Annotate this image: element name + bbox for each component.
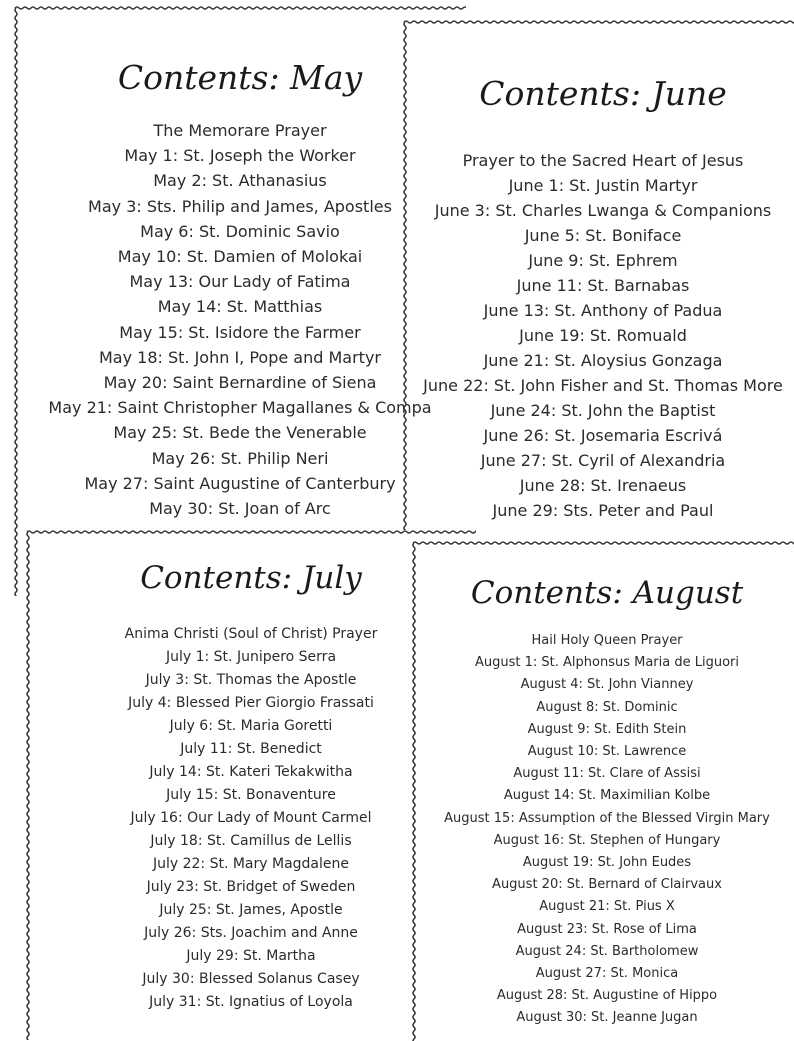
contents-entry: July 6: St. Maria Goretti bbox=[169, 718, 333, 734]
contents-entry: July 22: St. Mary Magdalene bbox=[152, 856, 350, 872]
contents-entry: May 3: Sts. Philip and James, Apostles bbox=[88, 196, 392, 216]
contents-entry: July 23: St. Bridget of Sweden bbox=[146, 879, 356, 895]
page-title: Contents: June bbox=[479, 74, 727, 113]
contents-entry: June 11: St. Barnabas bbox=[516, 276, 690, 295]
july-contents-page bbox=[26, 530, 476, 1040]
contents-entry: July 31: St. Ignatius of Loyola bbox=[149, 994, 353, 1010]
border-top bbox=[15, 7, 466, 9]
contents-entry: Hail Holy Queen Prayer bbox=[531, 633, 683, 648]
contents-list bbox=[412, 630, 794, 1030]
contents-entry: May 10: St. Damien of Molokai bbox=[117, 247, 363, 267]
august-contents-page bbox=[412, 541, 794, 1041]
contents-entry: June 1: St. Justin Martyr bbox=[508, 176, 698, 195]
contents-list bbox=[26, 623, 476, 1014]
contents-entry: August 8: St. Dominic bbox=[536, 699, 678, 715]
border-top bbox=[413, 542, 794, 544]
contents-entry: May 20: Saint Bernardine of Siena bbox=[103, 373, 377, 393]
border-top bbox=[27, 531, 476, 533]
contents-entry: June 29: Sts. Peter and Paul bbox=[492, 501, 714, 520]
contents-list bbox=[403, 148, 794, 523]
contents-entry: May 15: St. Isidore the Farmer bbox=[119, 322, 361, 342]
contents-entry: May 2: St. Athanasius bbox=[153, 171, 327, 191]
contents-entry: June 21: St. Aloysius Gonzaga bbox=[483, 351, 723, 370]
contents-entry: August 14: St. Maximilian Kolbe bbox=[503, 788, 711, 804]
contents-entry: May 21: Saint Christopher Magallanes & Compa bbox=[48, 398, 432, 418]
page-title: Contents: July bbox=[140, 560, 362, 596]
contents-entry: August 21: St. Pius X bbox=[539, 899, 675, 915]
contents-entry: August 1: St. Alphonsus Maria de Liguori bbox=[474, 655, 739, 671]
contents-entry: August 28: St. Augustine of Hippo bbox=[496, 988, 718, 1004]
contents-entry: May 6: St. Dominic Savio bbox=[140, 221, 340, 241]
contents-entry: June 24: St. John the Baptist bbox=[490, 401, 716, 420]
page-title: Contents: May bbox=[117, 58, 363, 97]
contents-entry: August 10: St. Lawrence bbox=[527, 744, 687, 760]
contents-entry: May 1: St. Joseph the Worker bbox=[124, 146, 356, 166]
contents-entry: June 5: St. Boniface bbox=[524, 226, 682, 245]
contents-entry: August 20: St. Bernard of Clairvaux bbox=[492, 877, 722, 893]
contents-entry: June 13: St. Anthony of Padua bbox=[483, 301, 723, 320]
contents-entry: August 19: St. John Eudes bbox=[522, 855, 692, 871]
contents-entry: Prayer to the Sacred Heart of Jesus bbox=[462, 151, 744, 170]
contents-entry: June 26: St. Josemaria Escrivá bbox=[483, 426, 723, 445]
contents-entry: June 9: St. Ephrem bbox=[528, 251, 678, 270]
contents-entry: June 27: St. Cyril of Alexandria bbox=[480, 451, 726, 470]
contents-entry: July 18: St. Camillus de Lellis bbox=[150, 833, 352, 849]
contents-entry: August 15: Assumption of the Blessed Virgin Mary bbox=[444, 810, 770, 826]
contents-entry: August 30: St. Jeanne Jugan bbox=[516, 1010, 698, 1026]
june-contents-page bbox=[403, 20, 794, 540]
contents-entry: July 3: St. Thomas the Apostle bbox=[145, 672, 357, 688]
contents-entry: May 26: St. Philip Neri bbox=[151, 448, 329, 468]
contents-entry: August 9: St. Edith Stein bbox=[527, 721, 687, 737]
border-top bbox=[404, 21, 794, 23]
contents-entry: June 3: St. Charles Lwanga & Companions bbox=[434, 201, 772, 220]
contents-entry: June 28: St. Irenaeus bbox=[519, 476, 687, 495]
contents-entry: May 30: St. Joan of Arc bbox=[149, 499, 331, 519]
contents-entry: May 27: Saint Augustine of Canterbury bbox=[84, 473, 396, 493]
contents-entry: August 27: St. Monica bbox=[535, 966, 679, 982]
contents-entry: The Memorare Prayer bbox=[153, 121, 327, 140]
contents-entry: July 26: Sts. Joachim and Anne bbox=[144, 925, 358, 941]
contents-entry: July 11: St. Benedict bbox=[180, 741, 322, 757]
contents-entry: August 16: St. Stephen of Hungary bbox=[493, 832, 721, 848]
contents-list bbox=[14, 118, 466, 521]
contents-entry: July 29: St. Martha bbox=[186, 948, 316, 964]
contents-entry: Anima Christi (Soul of Christ) Prayer bbox=[124, 626, 378, 642]
may-contents-page bbox=[14, 6, 466, 596]
contents-entry: July 15: St. Bonaventure bbox=[166, 787, 336, 803]
contents-entry: July 14: St. Kateri Tekakwitha bbox=[149, 764, 353, 780]
contents-entry: July 30: Blessed Solanus Casey bbox=[142, 971, 360, 987]
contents-entry: August 23: St. Rose of Lima bbox=[517, 921, 697, 937]
contents-entry: July 1: St. Junipero Serra bbox=[165, 649, 337, 665]
contents-entry: July 16: Our Lady of Mount Carmel bbox=[130, 810, 372, 826]
contents-entry: August 11: St. Clare of Assisi bbox=[513, 766, 701, 782]
contents-entry: July 4: Blessed Pier Giorgio Frassati bbox=[128, 695, 374, 711]
contents-entry: June 19: St. Romuald bbox=[519, 326, 687, 345]
contents-entry: May 18: St. John I, Pope and Martyr bbox=[98, 347, 381, 367]
contents-entry: May 25: St. Bede the Venerable bbox=[113, 423, 367, 443]
contents-entry: August 4: St. John Vianney bbox=[520, 677, 694, 693]
contents-entry: May 13: Our Lady of Fatima bbox=[129, 272, 351, 292]
contents-entry: July 25: St. James, Apostle bbox=[159, 902, 343, 918]
contents-entry: June 22: St. John Fisher and St. Thomas More bbox=[423, 376, 783, 395]
contents-entry: August 24: St. Bartholomew bbox=[515, 943, 699, 959]
contents-entry: May 14: St. Matthias bbox=[157, 297, 323, 317]
page-title: Contents: August bbox=[470, 575, 744, 611]
